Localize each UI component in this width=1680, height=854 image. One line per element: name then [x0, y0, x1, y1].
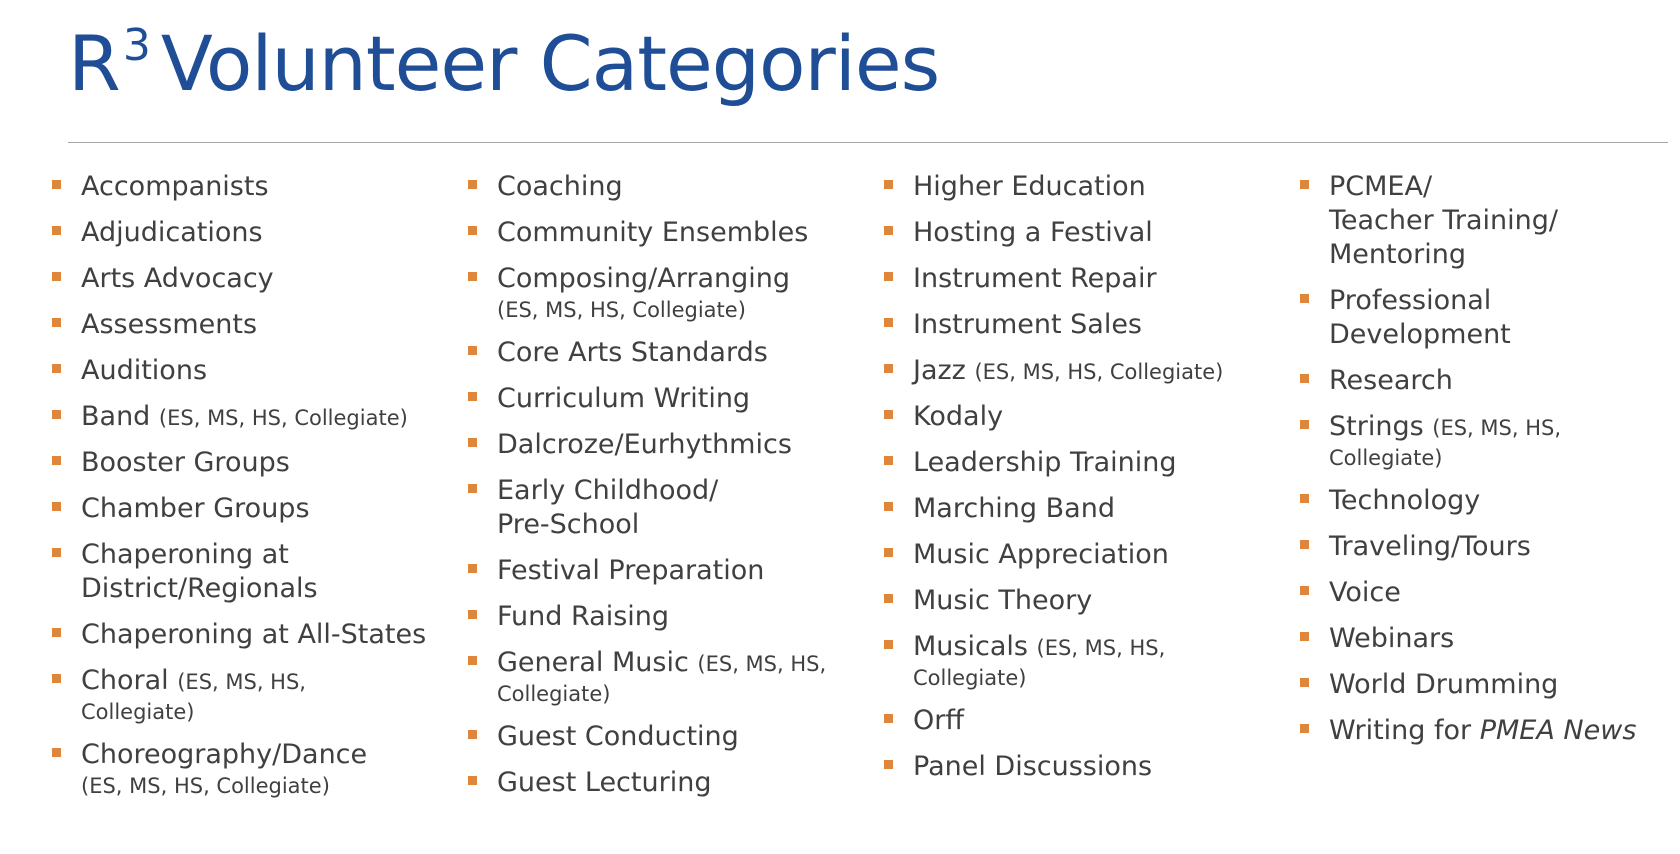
bullet-icon [468, 272, 477, 281]
title-text: Volunteer Categories [160, 19, 940, 108]
list-item [52, 446, 468, 480]
item-label: Traveling/Tours [1329, 531, 1531, 562]
item-label: Chaperoning at [81, 539, 289, 570]
category-column-2 [468, 170, 884, 812]
list-item [468, 554, 884, 588]
list-item [52, 738, 468, 800]
item-label: Early Childhood/ [497, 475, 719, 506]
item-label: Strings [1329, 411, 1424, 442]
bullet-icon [884, 318, 893, 327]
title-superscript: 3 [122, 20, 151, 71]
item-label: Webinars [1329, 623, 1455, 654]
item-label: Technology [1329, 485, 1481, 516]
item-level-note-2: (ES, MS, HS, Collegiate) [497, 298, 746, 322]
list-item [468, 766, 884, 800]
list-item [468, 170, 884, 204]
bullet-icon [884, 180, 893, 189]
list-item [52, 262, 468, 296]
item-label: Assessments [81, 309, 258, 340]
bullet-icon [1300, 586, 1309, 595]
item-label: Music Appreciation [913, 539, 1169, 570]
item-label: Accompanists [81, 171, 269, 202]
bullet-icon [884, 594, 893, 603]
list-item [884, 400, 1300, 434]
item-label: Guest Conducting [497, 721, 739, 752]
item-label: Higher Education [913, 171, 1146, 202]
list-item [884, 750, 1300, 784]
item-label-line-3: Mentoring [1329, 239, 1466, 270]
item-label: Festival Preparation [497, 555, 765, 586]
item-label: Choreography/Dance [81, 739, 368, 770]
item-label: Instrument Sales [913, 309, 1142, 340]
bullet-icon [52, 180, 61, 189]
bullet-icon [52, 410, 61, 419]
item-level-note-2: (ES, MS, HS, Collegiate) [81, 774, 330, 798]
item-label: Arts Advocacy [81, 263, 274, 294]
list-item [468, 474, 884, 542]
item-label: Panel Discussions [913, 751, 1153, 782]
title-r: R [68, 19, 120, 108]
list-item [52, 618, 468, 652]
bullet-icon [468, 438, 477, 447]
list-item [1300, 668, 1680, 702]
bullet-icon [52, 226, 61, 235]
item-label: Choral [81, 665, 169, 696]
bullet-icon [468, 610, 477, 619]
bullet-icon [1300, 678, 1309, 687]
category-column-3 [884, 170, 1300, 812]
list-item [884, 308, 1300, 342]
item-label: Musicals [913, 631, 1028, 662]
item-level-note-2: Collegiate) [81, 700, 195, 724]
category-columns [52, 170, 1672, 812]
list-item [1300, 622, 1680, 656]
bullet-icon [884, 548, 893, 557]
item-label: Adjudications [81, 217, 263, 248]
item-label: Leadership Training [913, 447, 1177, 478]
list-item [468, 382, 884, 416]
list-item [468, 720, 884, 754]
item-label: PCMEA/ [1329, 171, 1433, 202]
list-item [52, 354, 468, 388]
item-label: Instrument Repair [913, 263, 1157, 294]
bullet-icon [52, 364, 61, 373]
list-item [52, 538, 468, 606]
bullet-icon [884, 272, 893, 281]
item-label: Fund Raising [497, 601, 670, 632]
list-item [884, 170, 1300, 204]
bullet-icon [52, 674, 61, 683]
bullet-icon [1300, 374, 1309, 383]
bullet-icon [468, 564, 477, 573]
item-level-note: (ES, MS, HS, Collegiate) [974, 360, 1224, 384]
bullet-icon [884, 364, 893, 373]
item-label: Dalcroze/Eurhythmics [497, 429, 792, 460]
bullet-icon [884, 640, 893, 649]
item-level-note-2: Collegiate) [497, 682, 611, 706]
item-level-note-2: Collegiate) [913, 666, 1027, 690]
list-item [1300, 714, 1680, 748]
item-label-line-2: Teacher Training/ [1329, 205, 1558, 236]
bullet-icon [468, 392, 477, 401]
page-title [68, 19, 940, 108]
bullet-icon [52, 628, 61, 637]
list-item [884, 538, 1300, 572]
bullet-icon [1300, 632, 1309, 641]
bullet-icon [468, 180, 477, 189]
list-item [52, 664, 468, 726]
list-item [468, 336, 884, 370]
list-item [884, 216, 1300, 250]
item-level-note: (ES, MS, HS, Collegiate) [158, 406, 408, 430]
list-item [468, 428, 884, 462]
list-item [884, 492, 1300, 526]
bullet-icon [884, 410, 893, 419]
item-label-line-2: Development [1329, 319, 1511, 350]
item-label: Auditions [81, 355, 208, 386]
item-label: Booster Groups [81, 447, 290, 478]
item-label: World Drumming [1329, 669, 1559, 700]
item-label: Composing/Arranging [497, 263, 790, 294]
bullet-icon [468, 776, 477, 785]
bullet-icon [52, 748, 61, 757]
item-label: Coaching [497, 171, 623, 202]
item-label: Professional [1329, 285, 1492, 316]
category-column-4 [1300, 170, 1680, 812]
bullet-icon [1300, 420, 1309, 429]
bullet-icon [52, 548, 61, 557]
item-label: Marching Band [913, 493, 1115, 524]
bullet-icon [52, 502, 61, 511]
bullet-icon [884, 760, 893, 769]
list-item [468, 216, 884, 250]
bullet-icon [52, 318, 61, 327]
list-item [52, 308, 468, 342]
item-level-note: (ES, MS, HS, [177, 670, 306, 694]
list-item [884, 446, 1300, 480]
list-item [884, 262, 1300, 296]
list-item [52, 400, 468, 434]
list-item [1300, 284, 1680, 352]
list-item [468, 646, 884, 708]
bullet-icon [1300, 494, 1309, 503]
list-item [1300, 484, 1680, 518]
item-label: Chaperoning at All-States [81, 619, 427, 650]
bullet-icon [52, 272, 61, 281]
bullet-icon [1300, 180, 1309, 189]
list-item [52, 170, 468, 204]
list-item [1300, 170, 1680, 272]
item-label: Research [1329, 365, 1453, 396]
item-label: Voice [1329, 577, 1401, 608]
item-label: General Music [497, 647, 689, 678]
list-item [884, 354, 1300, 388]
item-label: Community Ensembles [497, 217, 809, 248]
item-label-italic: PMEA News [1479, 715, 1637, 746]
item-label: Hosting a Festival [913, 217, 1153, 248]
bullet-icon [884, 502, 893, 511]
list-item [884, 584, 1300, 618]
list-item [884, 630, 1300, 692]
item-level-note-2: Collegiate) [1329, 446, 1443, 470]
bullet-icon [468, 730, 477, 739]
list-item [52, 492, 468, 526]
list-item [1300, 364, 1680, 398]
bullet-icon [468, 346, 477, 355]
bullet-icon [1300, 294, 1309, 303]
item-label: Curriculum Writing [497, 383, 751, 414]
title-divider [68, 142, 1668, 143]
bullet-icon [1300, 724, 1309, 733]
item-label-line-2: District/Regionals [81, 573, 318, 604]
item-level-note: (ES, MS, HS, [1432, 416, 1561, 440]
bullet-icon [884, 714, 893, 723]
item-label: Kodaly [913, 401, 1004, 432]
item-level-note: (ES, MS, HS, [1036, 636, 1166, 660]
list-item [1300, 576, 1680, 610]
list-item [1300, 530, 1680, 564]
item-label: Core Arts Standards [497, 337, 768, 368]
list-item [52, 216, 468, 250]
item-label: Jazz [913, 355, 966, 386]
bullet-icon [468, 226, 477, 235]
item-label-line-2: Pre-School [497, 509, 640, 540]
bullet-icon [1300, 540, 1309, 549]
bullet-icon [52, 456, 61, 465]
list-item [884, 704, 1300, 738]
item-label: Band [81, 401, 151, 432]
list-item [1300, 410, 1680, 472]
list-item [468, 600, 884, 634]
bullet-icon [468, 656, 477, 665]
item-label: Chamber Groups [81, 493, 310, 524]
item-label: Orff [913, 705, 964, 736]
bullet-icon [884, 456, 893, 465]
category-column-1 [52, 170, 468, 812]
item-level-note: (ES, MS, HS, [697, 652, 827, 676]
bullet-icon [884, 226, 893, 235]
item-label: Writing for [1329, 715, 1472, 746]
item-label: Guest Lecturing [497, 767, 712, 798]
item-label: Music Theory [913, 585, 1093, 616]
bullet-icon [468, 484, 477, 493]
list-item [468, 262, 884, 324]
